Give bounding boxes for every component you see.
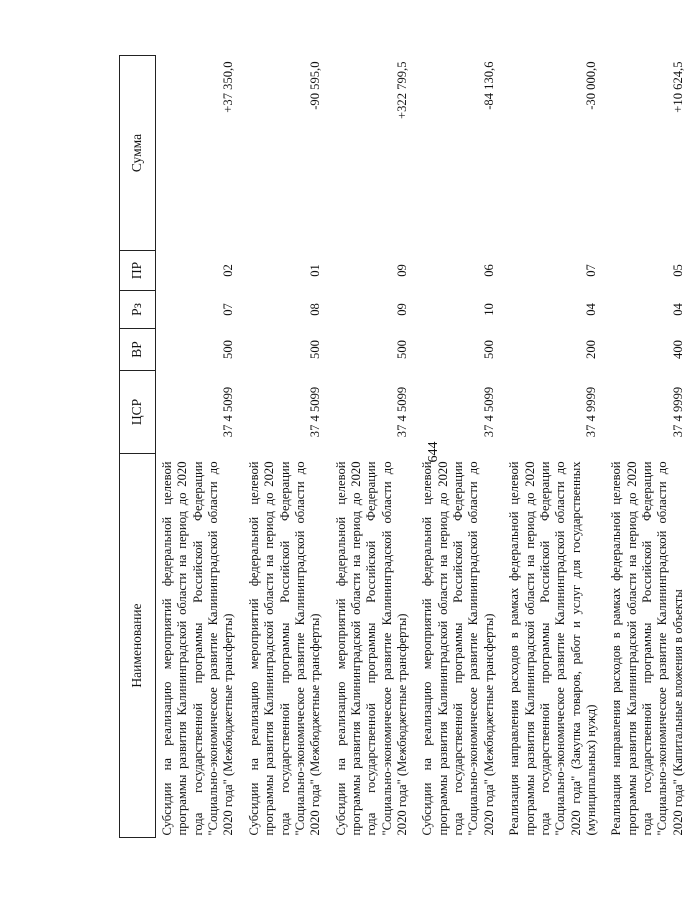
row-rz: 08 bbox=[308, 303, 323, 316]
budget-table bbox=[119, 55, 692, 838]
row-rz: 04 bbox=[583, 303, 598, 316]
row-sum: -90 595,0 bbox=[308, 61, 323, 110]
row-vr: 500 bbox=[395, 340, 410, 359]
header-csr: ЦСР bbox=[120, 371, 156, 454]
row-name: Реализация направления расходов в рамках федеральной целевой программы развития Калининградской области на период до 2020 года государственной программы Российской Федерации "Социально-экономическое развитие Калининградской области до 2020 года" (Капитальные вложения в объекты bbox=[609, 461, 685, 836]
table-row bbox=[605, 56, 692, 838]
row-sum: +10 624,5 bbox=[670, 61, 685, 113]
row-vr: 500 bbox=[221, 340, 236, 359]
table-row bbox=[156, 56, 243, 838]
page-number: 644 bbox=[426, 441, 441, 463]
row-sum: -30 000,0 bbox=[583, 61, 598, 110]
row-sum: +322 799,5 bbox=[395, 61, 410, 119]
row-pr: 09 bbox=[395, 264, 410, 277]
header-pr: ПР bbox=[120, 251, 156, 291]
row-pr: 01 bbox=[308, 264, 323, 277]
table-row bbox=[503, 56, 605, 838]
row-vr: 500 bbox=[308, 340, 323, 359]
header-name: Наименование bbox=[120, 454, 156, 838]
row-pr: 05 bbox=[670, 264, 685, 277]
row-csr: 37 4 5099 bbox=[308, 386, 323, 438]
row-name: Реализация направления расходов в рамках федеральной целевой программы развития Калининградской области на период до 2020 года государственной программы Российской Федерации "Социально-экономическое развитие Калининградской области до 2020 года" (Закупка товаров, работ и услуг для государственных (муниципальных) нужд) bbox=[507, 461, 598, 836]
row-name: Субсидии на реализацию мероприятий федеральной целевой программы развития Калининградской области на период до 2020 года государственной программы Российской Федерации "Социально-экономическое развитие Калининградской области до 2020 года" (Межбюджетные трансферты) bbox=[333, 461, 410, 836]
row-pr: 02 bbox=[221, 264, 236, 277]
row-vr: 400 bbox=[670, 340, 685, 359]
row-vr: 200 bbox=[583, 340, 598, 359]
row-rz: 07 bbox=[221, 303, 236, 316]
row-csr: 37 4 5099 bbox=[395, 386, 410, 438]
table-row bbox=[416, 56, 503, 838]
row-csr: 37 4 5099 bbox=[221, 386, 236, 438]
row-rz: 04 bbox=[670, 303, 685, 316]
row-rz: 10 bbox=[481, 303, 496, 316]
row-csr: 37 4 9999 bbox=[670, 386, 685, 438]
row-name: Субсидии на реализацию мероприятий федеральной целевой программы развития Калининградской области на период до 2020 года государственной программы Российской Федерации "Социально-экономическое развитие Калининградской области до 2020 года" (Межбюджетные трансферты) bbox=[420, 461, 496, 836]
row-name: Субсидии на реализацию мероприятий федеральной целевой программы развития Калининградской области на период до 2020 года государственной программы Российской Федерации "Социально-экономическое развитие Калининградской области до 2020 года" (Межбюджетные трансферты) bbox=[160, 461, 236, 836]
row-sum: -84 130,6 bbox=[481, 61, 496, 110]
header-sum: Сумма bbox=[120, 56, 156, 251]
row-rz: 09 bbox=[395, 303, 410, 316]
header-rz: Рз bbox=[120, 291, 156, 329]
budget-table-rotated bbox=[119, 56, 685, 838]
table-row bbox=[243, 56, 330, 838]
row-csr: 37 4 9999 bbox=[583, 386, 598, 438]
table-row bbox=[330, 56, 417, 838]
row-pr: 07 bbox=[583, 264, 598, 277]
row-vr: 500 bbox=[481, 340, 496, 359]
row-pr: 06 bbox=[481, 264, 496, 277]
table-header-row bbox=[120, 56, 156, 838]
header-vr: ВР bbox=[120, 329, 156, 371]
row-csr: 37 4 5099 bbox=[481, 386, 496, 438]
row-name: Субсидии на реализацию мероприятий федеральной целевой программы развития Калининградской области на период до 2020 года государственной программы Российской Федерации "Социально-экономическое развитие Калининградской области до 2020 года" (Межбюджетные трансферты) bbox=[246, 461, 323, 836]
row-sum: +37 350,0 bbox=[221, 61, 236, 113]
